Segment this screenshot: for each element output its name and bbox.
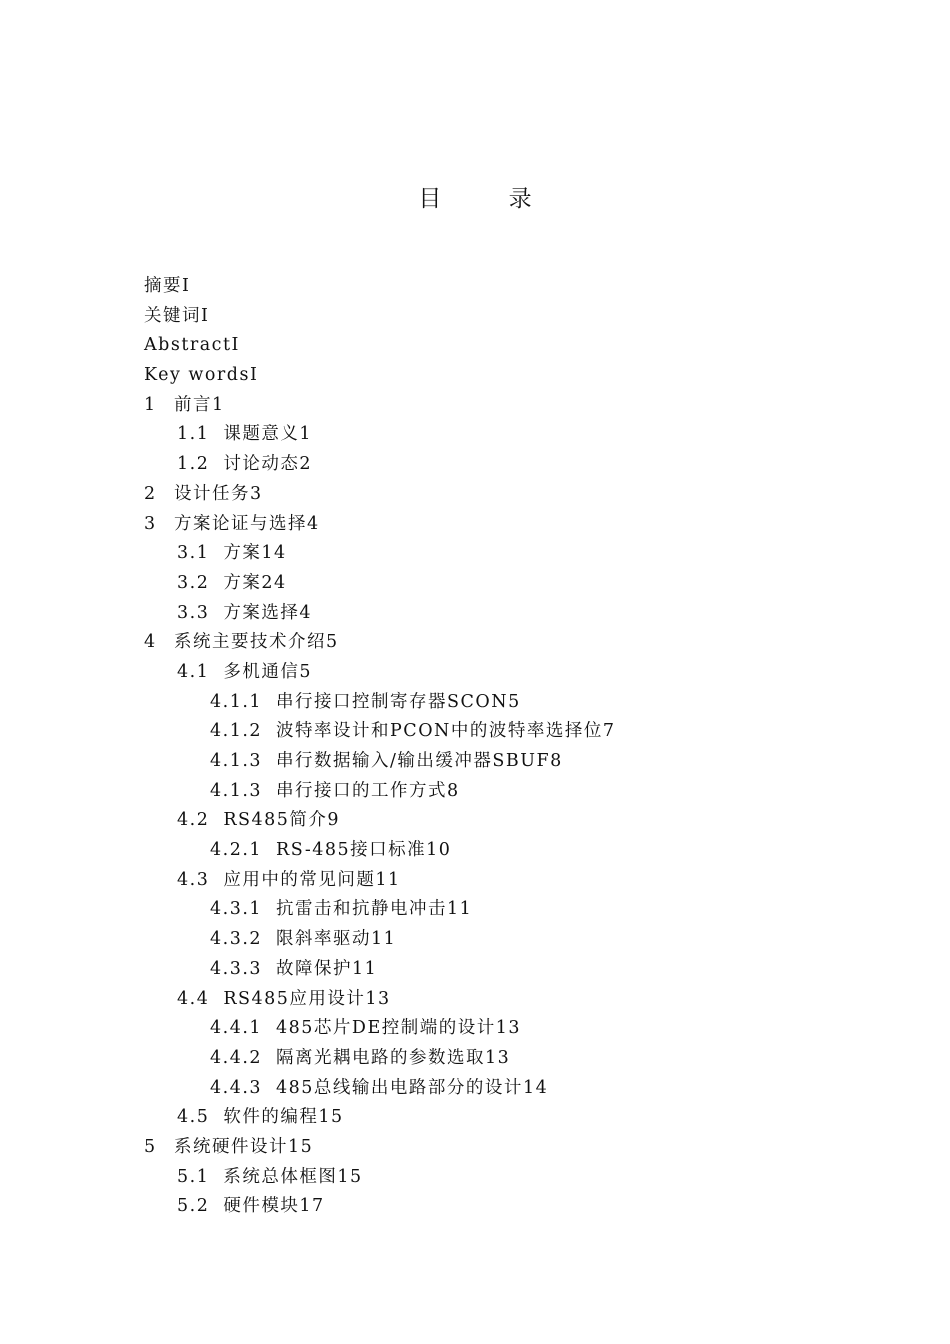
- toc-entry[interactable]: [144, 688, 904, 718]
- toc-entry-title: 方案1: [223, 543, 274, 564]
- toc-entry-title: 系统硬件设计: [174, 1136, 288, 1157]
- toc-entry[interactable]: [144, 302, 904, 332]
- toc-entry-page: 1: [299, 424, 312, 445]
- toc-entry[interactable]: [144, 836, 904, 866]
- toc-entry-number: 4.3.3: [210, 958, 263, 979]
- toc-entry-title: Key words: [144, 365, 250, 386]
- toc-entry-title: 系统主要技术介绍: [174, 632, 326, 653]
- toc-entry[interactable]: [144, 450, 904, 480]
- toc-entry-page: I: [182, 276, 191, 296]
- toc-entry-title: 硬件模块: [223, 1196, 300, 1217]
- toc-entry-page: 4: [299, 602, 312, 623]
- toc-entry-title: Abstract: [144, 335, 232, 356]
- toc-entry-title: 摘要: [144, 276, 182, 296]
- toc-entry-page: 3: [250, 483, 263, 504]
- toc-entry-number: 1: [144, 394, 157, 415]
- toc-entry-number: 4.4.2: [210, 1047, 263, 1068]
- toc-entry[interactable]: [144, 628, 904, 658]
- toc-entry-number: 3: [144, 513, 157, 534]
- toc-entry[interactable]: [144, 1044, 904, 1074]
- toc-entry-title: 抗雷击和抗静电冲击: [276, 899, 448, 920]
- toc-entry-number: 1.1: [177, 424, 210, 445]
- toc-entry-title: RS-485接口标准: [276, 840, 427, 861]
- toc-entry-number: 4.4.3: [210, 1077, 263, 1098]
- toc-entry-title: 系统总体框图: [223, 1166, 338, 1187]
- toc-entry[interactable]: [144, 480, 904, 510]
- toc-entry-number: 1.2: [177, 454, 210, 475]
- toc-entry-page: I: [249, 365, 259, 386]
- toc-entry[interactable]: [144, 1103, 904, 1133]
- toc-entry-page: 2: [299, 454, 312, 475]
- toc-entry-title: 关键词: [144, 305, 201, 326]
- toc-entry[interactable]: [144, 510, 904, 540]
- toc-entry[interactable]: [144, 955, 904, 985]
- toc-entry-title: 串行数据输入/输出缓冲器SBUF: [276, 751, 551, 771]
- toc-entry[interactable]: [144, 391, 904, 421]
- toc-entry[interactable]: [144, 1014, 904, 1044]
- toc-entry-number: 5: [144, 1136, 157, 1157]
- toc-entry-number: 3.1: [177, 543, 210, 564]
- toc-entry[interactable]: [144, 895, 904, 925]
- toc-entry-number: 4.3.2: [210, 929, 263, 950]
- toc-entry-page: 5: [508, 691, 521, 712]
- toc-entry-page: 11: [352, 958, 378, 979]
- toc-entry-title: 隔离光耦电路的参数选取: [276, 1047, 486, 1068]
- toc-entry[interactable]: [144, 599, 904, 629]
- toc-entry[interactable]: [144, 925, 904, 955]
- toc-entry-number: 4.3.1: [210, 899, 263, 920]
- toc-entry-number: 4.2.1: [210, 840, 263, 861]
- toc-entry-number: 5.2: [177, 1196, 210, 1217]
- toc-entry-number: 4: [144, 632, 157, 653]
- toc-entry-title: 485芯片DE控制端的设计: [276, 1018, 496, 1039]
- toc-entry-page: 15: [318, 1107, 344, 1128]
- toc-entry-number: 4.1.1: [210, 691, 263, 712]
- toc-entry-title: 限斜率驱动: [276, 929, 372, 950]
- toc-entry[interactable]: [144, 539, 904, 569]
- toc-entry-page: 4: [307, 513, 320, 534]
- toc-entry-title: 方案论证与选择: [174, 513, 307, 534]
- toc-entry-title: 方案2: [223, 572, 274, 593]
- toc-entry[interactable]: [144, 1133, 904, 1163]
- page-title: 目 录: [418, 186, 562, 212]
- toc-entry-number: 4.4.1: [210, 1018, 263, 1039]
- toc-entry-page: I: [231, 335, 240, 356]
- toc-entry[interactable]: [144, 361, 904, 391]
- toc-entry-page: 17: [299, 1196, 325, 1217]
- toc-entry-title: 课题意义: [223, 424, 300, 445]
- toc-entry-number: 4.3: [177, 869, 210, 890]
- toc-entry-title: 应用中的常见问题: [223, 869, 376, 890]
- toc-entry[interactable]: [144, 747, 904, 777]
- toc-entry-page: 15: [337, 1166, 363, 1187]
- toc-entry[interactable]: [144, 658, 904, 688]
- toc-entry-page: 5: [299, 661, 312, 682]
- toc-entry-page: 1: [212, 394, 225, 415]
- toc-entry-number: 4.1.2: [210, 721, 263, 742]
- toc-entry-title: 设计任务: [174, 483, 250, 504]
- toc-entry-number: 4.4: [177, 988, 210, 1009]
- toc-entry-number: 5.1: [177, 1166, 210, 1187]
- toc-entry[interactable]: [144, 985, 904, 1015]
- toc-entry-page: 7: [602, 721, 616, 742]
- toc-entry[interactable]: [144, 1074, 904, 1104]
- toc-entry-number: 3.3: [177, 602, 210, 623]
- toc-entry-title: 波特率设计和PCON中的波特率选择位: [276, 721, 603, 742]
- toc-entry[interactable]: [144, 331, 904, 361]
- toc-entry-title: 多机通信: [223, 661, 300, 682]
- toc-entry-page: 15: [288, 1136, 314, 1157]
- toc-entry-page: 4: [273, 572, 287, 593]
- toc-entry-title: 前言: [174, 394, 212, 415]
- toc-entry-page: 4: [273, 543, 287, 564]
- toc-entry-title: 串行接口的工作方式: [276, 780, 448, 801]
- toc-entry[interactable]: [144, 272, 904, 302]
- toc-entry-title: 讨论动态: [223, 454, 300, 475]
- toc-entry-title: 485总线输出电路部分的设计: [276, 1077, 523, 1098]
- toc-entry-page: 8: [447, 780, 460, 801]
- toc-entry[interactable]: [144, 1163, 904, 1193]
- toc-entry-page: 13: [495, 1018, 522, 1039]
- toc-entry-number: 4.2: [177, 810, 210, 831]
- toc-entry-page: 14: [522, 1077, 549, 1098]
- toc-entry-number: 4.1.3: [210, 780, 263, 801]
- toc-entry[interactable]: [144, 866, 904, 896]
- toc-entry-page: 11: [447, 899, 473, 920]
- toc-entry[interactable]: [144, 777, 904, 807]
- toc-entry[interactable]: [144, 1192, 904, 1222]
- table-of-contents: [144, 272, 904, 1222]
- toc-entry-page: 13: [365, 988, 391, 1009]
- toc-entry-page: I: [201, 305, 210, 326]
- toc-entry-page: 5: [326, 632, 339, 653]
- toc-entry-number: 3.2: [177, 572, 210, 593]
- toc-entry-title: 软件的编程: [223, 1107, 319, 1128]
- toc-entry-title: RS485简介: [223, 810, 328, 831]
- toc-entry-page: 8: [550, 751, 563, 771]
- toc-entry[interactable]: [144, 569, 904, 599]
- toc-entry-page: 11: [375, 869, 401, 890]
- toc-entry-page: 11: [371, 929, 397, 950]
- toc-entry-title: 故障保护: [276, 958, 353, 979]
- toc-entry-title: RS485应用设计: [223, 988, 366, 1009]
- toc-entry-page: 10: [426, 840, 452, 861]
- toc-entry[interactable]: [144, 717, 904, 747]
- toc-entry-page: 9: [327, 810, 341, 831]
- toc-entry-number: 4.1.3: [210, 751, 263, 771]
- toc-entry-number: 4.1: [177, 661, 210, 682]
- toc-entry-title: 串行接口控制寄存器SCON: [276, 691, 509, 712]
- toc-entry[interactable]: [144, 420, 904, 450]
- toc-entry[interactable]: [144, 806, 904, 836]
- toc-entry-number: 2: [144, 483, 157, 504]
- toc-entry-page: 13: [485, 1047, 511, 1068]
- toc-entry-title: 方案选择: [223, 602, 300, 623]
- toc-entry-number: 4.5: [177, 1107, 210, 1128]
